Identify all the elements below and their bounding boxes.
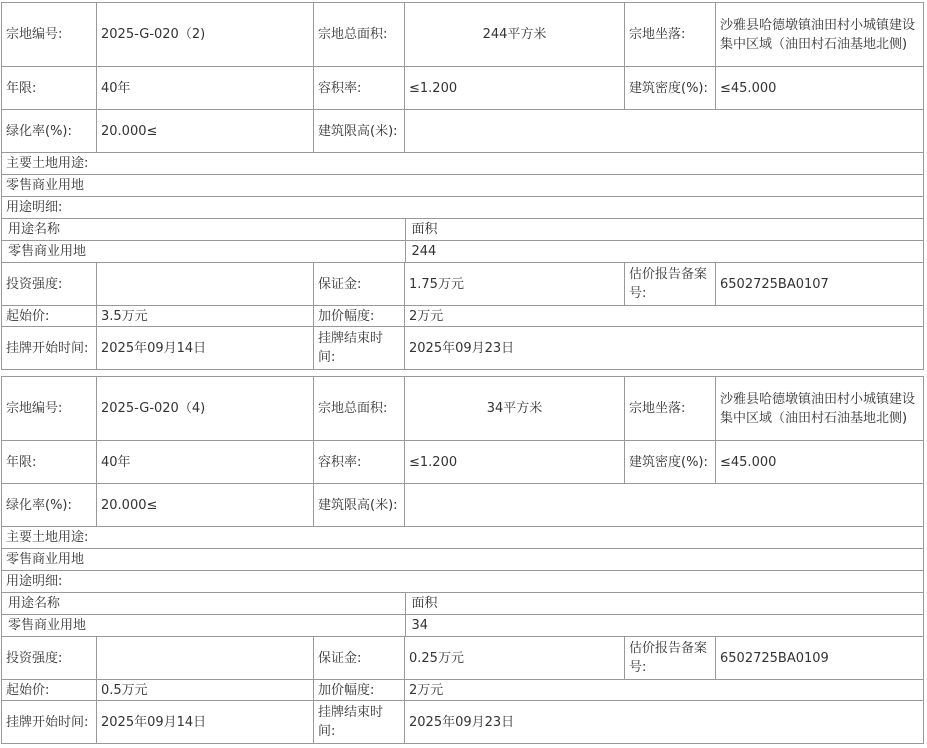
value-density: ≤45.000: [716, 441, 924, 484]
row-green: [2, 110, 924, 153]
label-increment: 加价幅度:: [314, 306, 405, 327]
value-increment: 2万元: [405, 306, 924, 327]
label-density: 建筑密度(%):: [625, 441, 716, 484]
label-list-end: 挂牌结束时间:: [314, 327, 405, 370]
label-main-use: 主要土地用途:: [2, 527, 924, 549]
label-deposit: 保证金:: [314, 263, 405, 306]
label-height-limit: 建筑限高(米):: [314, 484, 405, 527]
value-main-use: 零售商业用地: [2, 175, 924, 197]
value-total-area: 34平方米: [405, 377, 625, 441]
value-term: 40年: [97, 441, 314, 484]
label-term: 年限:: [2, 441, 97, 484]
value-invest: [97, 263, 314, 306]
value-list-start: 2025年09月14日: [97, 701, 314, 744]
label-main-use: 主要土地用途:: [2, 153, 924, 175]
label-invest: 投资强度:: [2, 263, 97, 306]
row-use-detail: [2, 593, 924, 637]
value-total-area: 244平方米: [405, 3, 625, 67]
use-detail-cell: [2, 593, 924, 637]
use-detail-header-row: [2, 593, 923, 615]
label-total-area: 宗地总面积:: [314, 3, 405, 67]
label-green: 绿化率(%):: [2, 484, 97, 527]
use-name-value: 零售商业用地: [8, 617, 87, 633]
use-name-header: 用途名称: [2, 593, 405, 615]
label-appraisal: 估价报告备案号:: [625, 637, 716, 680]
row-invest: [2, 263, 924, 306]
label-term: 年限:: [2, 67, 97, 110]
value-increment: 2万元: [405, 680, 924, 701]
row-listing-time: [2, 701, 924, 744]
row-green: [2, 484, 924, 527]
row-use-detail-label: [2, 197, 924, 219]
value-green: 20.000≤: [97, 484, 314, 527]
value-appraisal: 6502725BA0109: [716, 637, 924, 680]
parcel-table-1: [1, 2, 924, 370]
label-parcel-no: 宗地编号:: [2, 3, 97, 67]
label-total-area: 宗地总面积:: [314, 377, 405, 441]
use-detail-row: [2, 241, 923, 263]
value-parcel-no: 2025-G-020（4): [97, 377, 314, 441]
row-price: [2, 680, 924, 701]
value-term: 40年: [97, 67, 314, 110]
row-use-detail: [2, 219, 924, 263]
row-main-use-value: [2, 175, 924, 197]
value-parcel-no: 2025-G-020（2): [97, 3, 314, 67]
value-far: ≤1.200: [405, 441, 625, 484]
value-deposit: 0.25万元: [405, 637, 625, 680]
use-area-value: 34: [405, 615, 923, 637]
value-start-price: 3.5万元: [97, 306, 314, 327]
value-location: 沙雅县哈德墩镇油田村小城镇建设集中区域（油田村石油基地北侧): [716, 3, 924, 67]
value-height-limit: [405, 484, 924, 527]
label-list-start: 挂牌开始时间:: [2, 327, 97, 370]
row-listing-time: [2, 327, 924, 370]
label-increment: 加价幅度:: [314, 680, 405, 701]
value-list-end: 2025年09月23日: [405, 701, 924, 744]
value-appraisal: 6502725BA0107: [716, 263, 924, 306]
value-start-price: 0.5万元: [97, 680, 314, 701]
row-parcel-header: [2, 377, 924, 441]
label-deposit: 保证金:: [314, 637, 405, 680]
row-main-use-label: [2, 153, 924, 175]
area-header: 面积: [405, 593, 923, 615]
label-invest: 投资强度:: [2, 637, 97, 680]
row-parcel-header: [2, 3, 924, 67]
label-start-price: 起始价:: [2, 306, 97, 327]
label-green: 绿化率(%):: [2, 110, 97, 153]
label-use-detail: 用途明细:: [2, 197, 924, 219]
use-detail-cell: [2, 219, 924, 263]
use-detail-header-row: [2, 219, 923, 241]
value-deposit: 1.75万元: [405, 263, 625, 306]
value-far: ≤1.200: [405, 67, 625, 110]
row-price: [2, 306, 924, 327]
label-list-end: 挂牌结束时间:: [314, 701, 405, 744]
parcel-table-2: [1, 376, 924, 744]
use-detail-row: [2, 615, 923, 637]
label-list-start: 挂牌开始时间:: [2, 701, 97, 744]
row-term: [2, 441, 924, 484]
label-far: 容积率:: [314, 441, 405, 484]
label-far: 容积率:: [314, 67, 405, 110]
use-area-value: 244: [405, 241, 923, 263]
label-density: 建筑密度(%):: [625, 67, 716, 110]
value-list-end: 2025年09月23日: [405, 327, 924, 370]
row-invest: [2, 637, 924, 680]
value-main-use: 零售商业用地: [2, 549, 924, 571]
use-name-header: 用途名称: [2, 219, 405, 241]
row-main-use-value: [2, 549, 924, 571]
label-appraisal: 估价报告备案号:: [625, 263, 716, 306]
label-location: 宗地坐落:: [625, 377, 716, 441]
row-term: [2, 67, 924, 110]
label-start-price: 起始价:: [2, 680, 97, 701]
row-use-detail-label: [2, 571, 924, 593]
parcel-block-1: [0, 0, 924, 374]
row-main-use-label: [2, 527, 924, 549]
label-height-limit: 建筑限高(米):: [314, 110, 405, 153]
value-location: 沙雅县哈德墩镇油田村小城镇建设集中区域（油田村石油基地北侧): [716, 377, 924, 441]
value-list-start: 2025年09月14日: [97, 327, 314, 370]
value-height-limit: [405, 110, 924, 153]
label-use-detail: 用途明细:: [2, 571, 924, 593]
parcel-block-2: [0, 374, 924, 748]
use-name-value: 零售商业用地: [8, 243, 87, 259]
label-parcel-no: 宗地编号:: [2, 377, 97, 441]
value-green: 20.000≤: [97, 110, 314, 153]
value-invest: [97, 637, 314, 680]
value-density: ≤45.000: [716, 67, 924, 110]
use-detail-table: [2, 219, 923, 262]
use-detail-table: [2, 593, 923, 636]
area-header: 面积: [405, 219, 923, 241]
label-location: 宗地坐落:: [625, 3, 716, 67]
